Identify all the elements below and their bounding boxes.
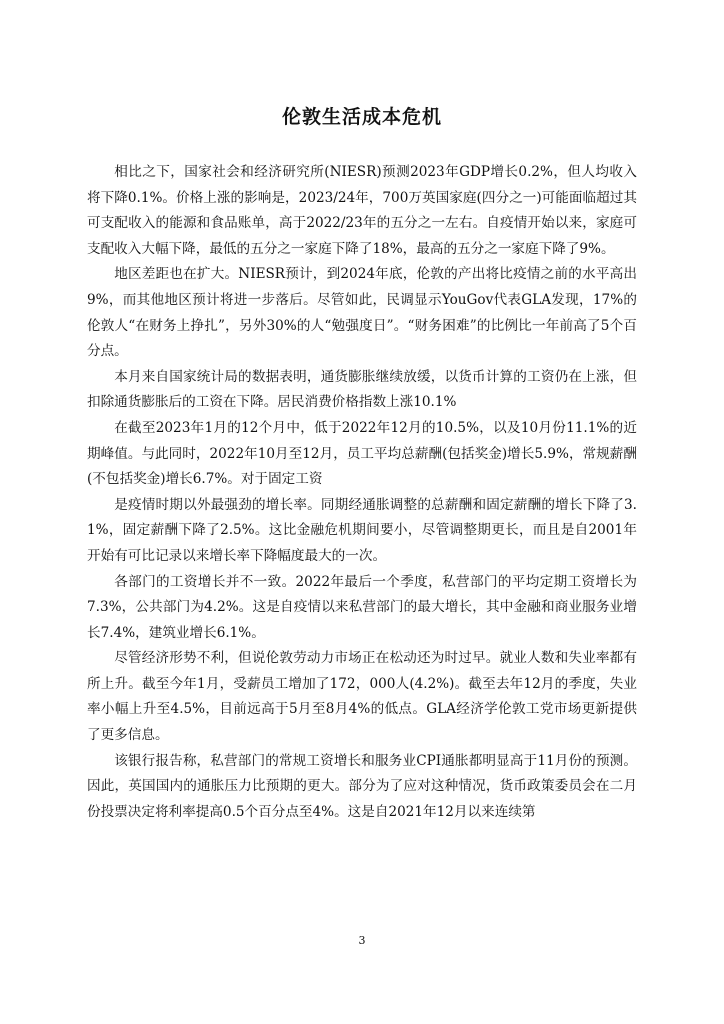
paragraph-4: 在截至2023年1月的12个月中，低于2022年12月的10.5%，以及10月份11.1%的近期峰值。与此同时，2022年10月至12月，员工平均总薪酬(包括奖金)增长5.9%，常规薪酬(不包括奖金)增长6.7%。对于固定工资 <box>87 419 637 488</box>
page-number: 3 <box>358 934 366 947</box>
paragraph-2: 地区差距也在扩大。NIESR预计，到2024年底，伦敦的产出将比疫情之前的水平高出9%，而其他地区预计将进一步落后。尽管如此，民调显示YouGov代表GLA发现，17%的伦敦人“在财务上挣扎”，另外30%的人“勉强度日”。“财务困难”的比例比一年前高了5个百分点。 <box>87 266 637 360</box>
document-title: 伦敦生活成本危机 <box>281 105 442 128</box>
paragraph-5: 是疫情时期以外最强劲的增长率。同期经通胀调整的总薪酬和固定薪酬的增长下降了3.1%，固定薪酬下降了2.5%。这比金融危机期间要小，尽管调整期更长，而且是自2001年开始有可比记录以来增长率下降幅度最大的一次。 <box>87 496 637 564</box>
paragraph-8: 该银行报告称，私营部门的常规工资增长和服务业CPI通胀都明显高于11月份的预测。因此，英国国内的通胀压力比预期的更大。部分为了应对这种情况，货币政策委员会在二月份投票决定将利率提高0.5个百分点至4%。这是自2021年12月以来连续第 <box>87 752 637 820</box>
paragraph-7: 尽管经济形势不利，但说伦敦劳动力市场正在松动还为时过早。就业人数和失业率都有所上升。截至今年1月，受薪员工增加了172，000人(4.2%)。截至去年12月的季度，失业率小幅上升至4.5%，目前远高于5月至8月4%的低点。GLA经济学伦敦工党市场更新提供了更多信息。 <box>87 650 637 744</box>
document-body <box>87 160 637 825</box>
paragraph-3: 本月来自国家统计局的数据表明，通货膨胀继续放缓，以货币计算的工资仍在上涨，但扣除通货膨胀后的工资在下降。居民消费价格指数上涨10.1% <box>87 368 637 411</box>
paragraph-1: 相比之下，国家社会和经济研究所(NIESR)预测2023年GDP增长0.2%，但人均收入将下降0.1%。价格上涨的影响是，2023/24年，700万英国家庭(四分之一)可能面临超过其可支配收入的能源和食品账单，高于2022/23年的五分之一左右。自疫情开始以来，家庭可支配收入大幅下降，最低的五分之一家庭下降了18%，最高的五分之一家庭下降了9%。 <box>87 164 637 257</box>
paragraph-6: 各部门的工资增长并不一致。2022年最后一个季度，私营部门的平均定期工资增长为7.3%，公共部门为4.2%。这是自疫情以来私营部门的最大增长，其中金融和商业服务业增长7.4%，建筑业增长6.1%。 <box>87 573 637 641</box>
